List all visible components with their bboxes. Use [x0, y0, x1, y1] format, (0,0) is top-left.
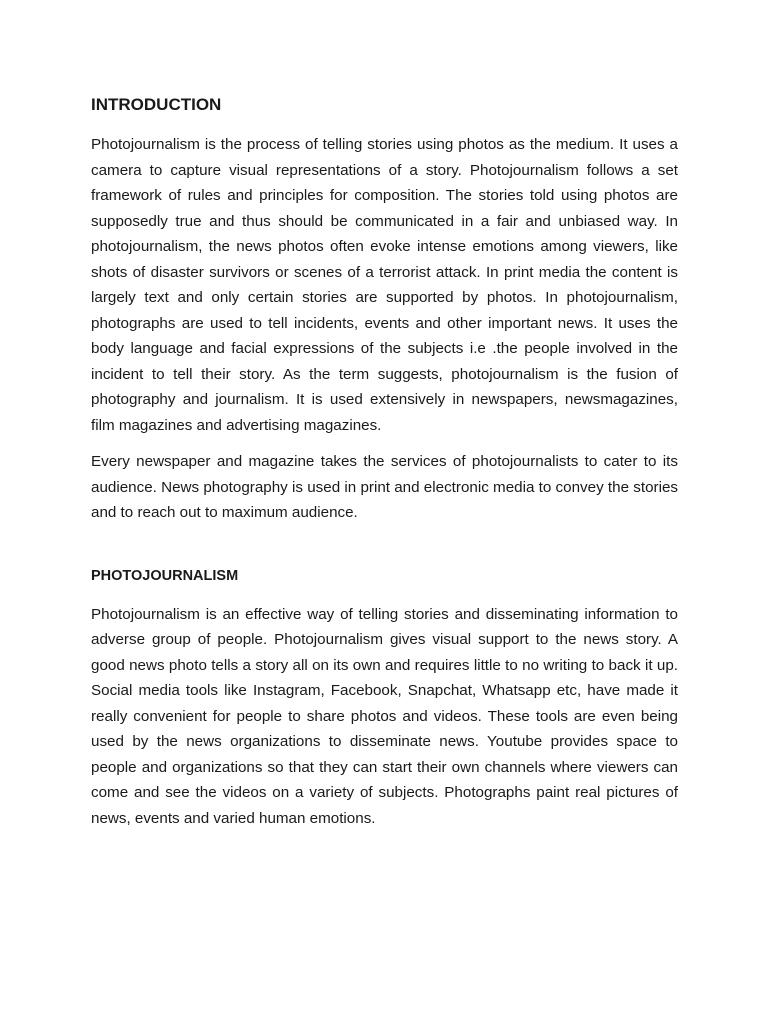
introduction-heading: INTRODUCTION	[91, 95, 222, 114]
photojournalism-section	[91, 566, 678, 832]
introduction-section	[91, 93, 678, 526]
introduction-paragraph-2: Every newspaper and magazine takes the services of photojournalists to cater to its audience. News photography is used in print and electronic media to convey the stories and to reach out to maximum audience.	[91, 453, 678, 521]
document-page	[91, 93, 678, 831]
photojournalism-paragraph-1: Photojournalism is an effective way of telling stories and disseminating information to adverse group of people. Photojournalism gives visual support to the news story. A good news photo tells a story all on its own and requires little to no writing to back it up. Social media tools like Instagram, Facebook, Snapchat, Whatsapp etc, have made it really convenient for people to share photos and videos. These tools are even being used by the news organizations to disseminate news. Youtube provides space to people and organizations so that they can start their own channels where viewers can come and see the videos on a variety of subjects. Photographs paint real pictures of news, events and varied human emotions.	[91, 605, 678, 827]
photojournalism-heading: PHOTOJOURNALISM	[91, 567, 239, 584]
introduction-paragraph-1: Photojournalism is the process of telling stories using photos as the medium. It uses a camera to capture visual representations of a story. Photojournalism follows a set framework of rules and principles for composition. The stories told using photos are supposedly true and thus should be communicated in a fair and unbiased way. In photojournalism, the news photos often evoke intense emotions among viewers, like shots of disaster survivors or scenes of a terrorist attack. In print media the content is largely text and only certain stories are supported by photos. In photojournalism, photographs are used to tell incidents, events and other important news. It uses the body language and facial expressions of the subjects i.e .the people involved in the incident to tell their story. As the term suggests, photojournalism is the fusion of photography and journalism. It is used extensively in newspapers, newsmagazines, film magazines and advertising magazines.	[91, 136, 678, 434]
